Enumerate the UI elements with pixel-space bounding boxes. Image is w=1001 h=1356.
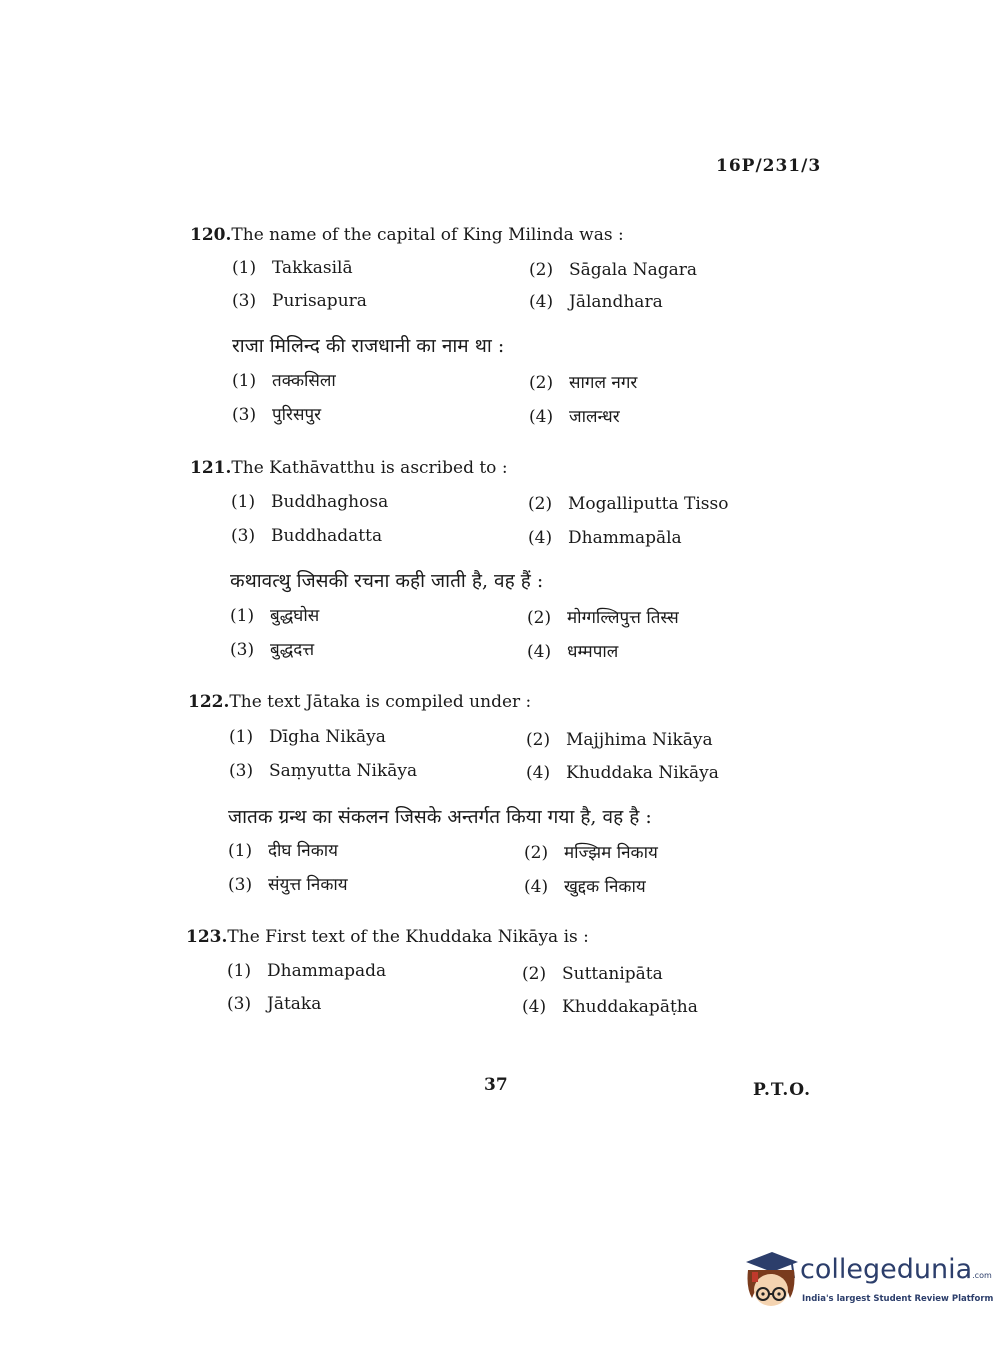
- question-120-text: 120.The name of the capital of King Milinda was :: [190, 225, 624, 245]
- q120-option-1: (1) Takkasilā: [232, 258, 353, 278]
- q123-option-3: (3) Jātaka: [227, 994, 322, 1014]
- logo-tagline: India's largest Student Review Platform: [802, 1294, 994, 1304]
- q121-hindi-option-3: (3) बुद्धदत्त: [230, 640, 315, 660]
- logo-wordmark: collegedunia.com: [800, 1254, 992, 1285]
- q121-option-2: (2) Mogalliputta Tisso: [528, 494, 729, 514]
- pto-label: P.T.O.: [753, 1080, 811, 1100]
- q121-hindi-option-2: (2) मोग्गल्लिपुत्त तिस्स: [527, 608, 679, 628]
- q120-option-2: (2) Sāgala Nagara: [529, 260, 698, 280]
- question-123-text: 123.The First text of the Khuddaka Nikāya is :: [186, 927, 589, 947]
- q120-hindi-option-1: (1) तक्कसिला: [232, 371, 336, 391]
- q120-hindi-option-4: (4) जालन्धर: [529, 407, 620, 427]
- page-number: 37: [484, 1075, 508, 1095]
- q121-hindi-option-1: (1) बुद्धघोस: [230, 606, 320, 626]
- q123-option-2: (2) Suttanipāta: [522, 964, 663, 984]
- q122-option-3: (3) Saṃyutta Nikāya: [229, 761, 418, 781]
- question-120-hindi: राजा मिलिन्द की राजधानी का नाम था :: [232, 335, 505, 357]
- q122-hindi-option-1: (1) दीघ निकाय: [228, 841, 339, 861]
- q120-option-4: (4) Jālandhara: [529, 292, 663, 312]
- q123-option-1: (1) Dhammapada: [227, 961, 387, 981]
- q122-hindi-option-4: (4) खुद्दक निकाय: [524, 877, 646, 897]
- q121-option-1: (1) Buddhaghosa: [231, 492, 389, 512]
- q122-hindi-option-2: (2) मज्झिम निकाय: [524, 843, 658, 863]
- q120-hindi-option-2: (2) सागल नगर: [529, 373, 638, 393]
- mascot-icon: [742, 1248, 800, 1310]
- q122-option-2: (2) Majjhima Nikāya: [526, 730, 713, 750]
- question-122-hindi: जातक ग्रन्थ का संकलन जिसके अन्तर्गत किया गया है, वह है :: [228, 806, 652, 828]
- q121-option-4: (4) Dhammapāla: [528, 528, 682, 548]
- question-121-hindi: कथावत्थु जिसकी रचना कही जाती है, वह हैं :: [230, 570, 544, 592]
- q121-option-3: (3) Buddhadatta: [231, 526, 383, 546]
- collegedunia-logo: [742, 1248, 994, 1318]
- q120-hindi-option-3: (3) पुरिसपुर: [232, 405, 322, 425]
- paper-code: 16P/231/3: [716, 156, 822, 176]
- q122-option-1: (1) Dīgha Nikāya: [229, 727, 386, 747]
- q122-hindi-option-3: (3) संयुत्त निकाय: [228, 875, 348, 895]
- q121-hindi-option-4: (4) धम्मपाल: [527, 642, 619, 662]
- question-122-text: 122.The text Jātaka is compiled under :: [188, 692, 532, 712]
- question-121-text: 121.The Kathāvatthu is ascribed to :: [190, 458, 508, 478]
- q123-option-4: (4) Khuddakapāṭha: [522, 997, 698, 1017]
- q120-option-3: (3) Purisapura: [232, 291, 367, 311]
- q122-option-4: (4) Khuddaka Nikāya: [526, 763, 719, 783]
